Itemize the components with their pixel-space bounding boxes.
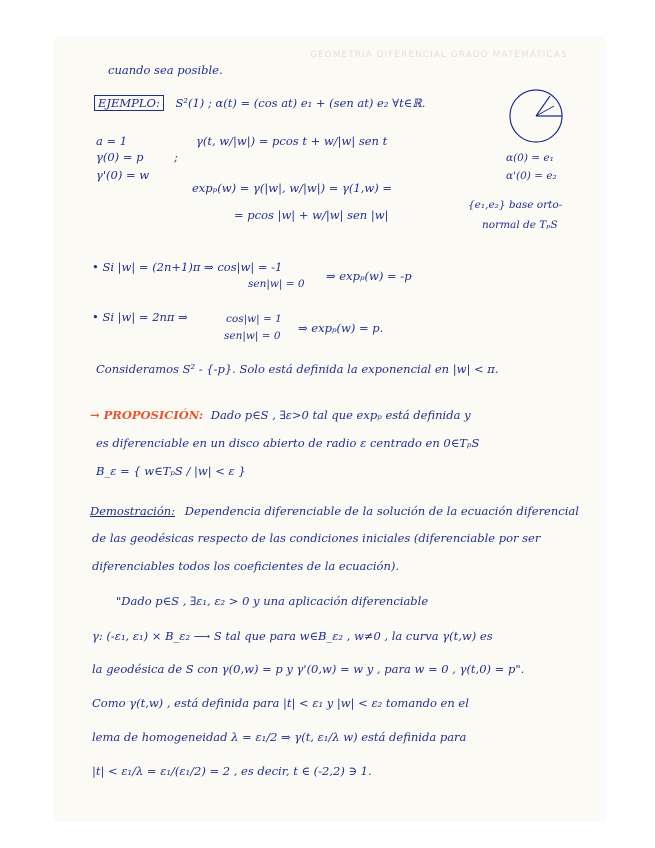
bullet-1: • Si |w| = (2n+1)π ⇒ cos|w| = -1 xyxy=(92,260,283,274)
proposition-label: → PROPOSICIÓN: xyxy=(90,408,204,422)
proof-text-7: Como γ(t,w) , está definida para |t| < ε₁ y |w| < ε₂ tomando en el xyxy=(92,696,469,710)
bullet-2: • Si |w| = 2nπ ⇒ xyxy=(92,310,188,324)
caption-alphaprime: α'(0) = e₂ xyxy=(506,170,557,182)
proof-label: Demostración: xyxy=(90,504,176,518)
bullet-2-sen: sen|w| = 0 xyxy=(224,330,281,342)
proposition-text: Dado p∈S , ∃ε>0 tal que expₚ está definida y xyxy=(210,408,471,422)
example-text: S²(1) ; α(t) = (cos at) e₁ + (sen at) e₂ ∀t∈ℝ. xyxy=(175,96,426,110)
line-exp-result: = pcos |w| + w/|w| sen |w| xyxy=(234,208,389,222)
bullet-1-sen: sen|w| = 0 xyxy=(248,278,305,290)
caption-basis-2: normal de TₚS xyxy=(482,219,558,231)
example-row xyxy=(94,96,425,110)
caption-basis: {e₁,e₂} base orto- xyxy=(468,199,563,211)
caption-alpha: α(0) = e₁ xyxy=(506,152,554,164)
line-gammaprime0: γ'(0) = w xyxy=(96,168,150,182)
proof-text-9: |t| < ε₁/λ = ε₁/(ε₁/2) = 2 , es decir, t ∈ (-2,2) ∋ 1. xyxy=(92,764,372,778)
proof-text-1: Dependencia diferenciable de la solución de la ecuación diferencial xyxy=(184,504,579,518)
bullet-2-cos: cos|w| = 1 xyxy=(226,313,282,325)
proposition-row xyxy=(90,408,471,422)
proof-text-8: lema de homogeneidad λ = ε₁/2 ⇒ γ(t, ε₁/λ w) está definida para xyxy=(92,730,467,744)
line-exp: expₚ(w) = γ(|w|, w/|w|) = γ(1,w) = xyxy=(192,181,392,195)
proposition-line-2: es diferenciable en un disco abierto de radio ε centrado en 0∈TₚS xyxy=(96,436,480,450)
example-label: EJEMPLO: xyxy=(94,95,164,111)
line-a: a = 1 xyxy=(96,134,128,148)
line-1: cuando sea posible. xyxy=(108,63,223,77)
proof-text-2: de las geodésicas respecto de las condiciones iniciales (diferenciable por ser xyxy=(92,531,541,545)
proof-text-3: diferenciables todos los coeficientes de la ecuación). xyxy=(92,559,400,573)
bullet-1-result: ⇒ expₚ(w) = -p xyxy=(326,269,412,283)
line-gamma: γ(t, w/|w|) = pcos t + w/|w| sen t xyxy=(196,134,388,148)
notebook-page xyxy=(56,38,604,820)
circle-diagram-icon xyxy=(506,86,566,146)
line-gamma0: γ(0) = p xyxy=(96,150,144,164)
bullet-2-result: ⇒ expₚ(w) = p. xyxy=(298,321,384,335)
proof-row xyxy=(90,504,579,518)
line-consideramos: Consideramos S² - {-p}. Solo está definida la exponencial en |w| < π. xyxy=(96,362,499,376)
ghost-header: GEOMETRÍA DIFERENCIAL GRADO MATEMÁTICAS xyxy=(310,50,568,60)
proof-text-5: γ: (-ε₁, ε₁) × B_ε₂ ⟶ S tal que para w∈B_ε₂ , w≠0 , la curva γ(t,w) es xyxy=(92,629,493,643)
proof-text-4: "Dado p∈S , ∃ε₁, ε₂ > 0 y una aplicación diferenciable xyxy=(116,594,429,608)
proof-text-6: la geodésica de S con γ(0,w) = p y γ'(0,w) = w y , para w = 0 , γ(t,0) = p". xyxy=(92,662,525,676)
line-semicolon: ; xyxy=(174,150,178,164)
proposition-ball: B_ε = { w∈TₚS / |w| < ε } xyxy=(96,464,246,478)
